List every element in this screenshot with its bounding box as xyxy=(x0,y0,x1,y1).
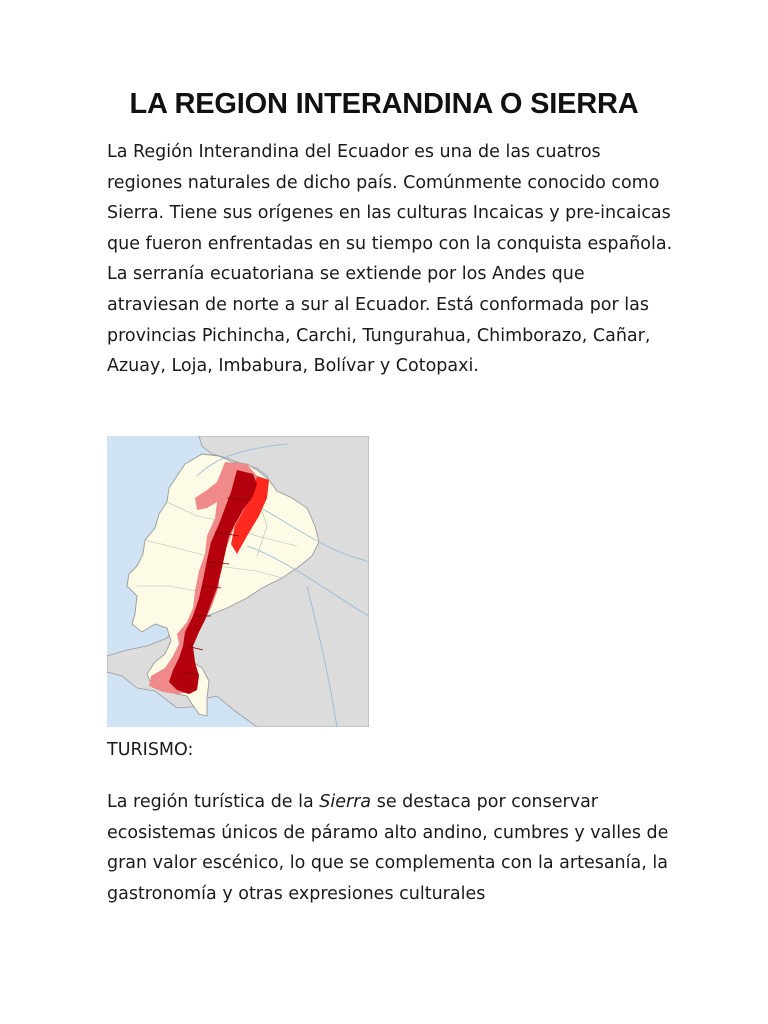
section-heading-turismo: TURISMO: xyxy=(107,740,194,760)
turismo-paragraph xyxy=(107,787,677,909)
page-title: LA REGION INTERANDINA O SIERRA xyxy=(129,88,639,120)
ecuador-map-image xyxy=(107,436,369,727)
intro-paragraph: La Región Interandina del Ecuador es una de las cuatros regiones naturales de dicho país. Comúnmente conocido como Sierra. Tiene sus orígenes en las culturas Incaicas y pre-incaicas que fueron enfrentadas en su tiempo con la conquista española. La serranía ecuatoriana se extiende por los Andes que atraviesan de norte a sur al Ecuador. Está conformada por las provincias Pichincha, Carchi, Tungurahua, Chimborazo, Cañar, Azuay, Loja, Imbabura, Bolívar y Cotopaxi. xyxy=(107,142,673,377)
turismo-text-after: se destaca por conservar ecosistemas únicos de páramo alto andino, cumbres y valles de gran valor escénico, lo que se complementa con la artesanía, la gastronomía y otras expresiones culturales xyxy=(107,792,669,904)
turismo-text-emphasis: Sierra xyxy=(319,792,372,812)
turismo-text-before: La región turística de la xyxy=(107,792,320,812)
